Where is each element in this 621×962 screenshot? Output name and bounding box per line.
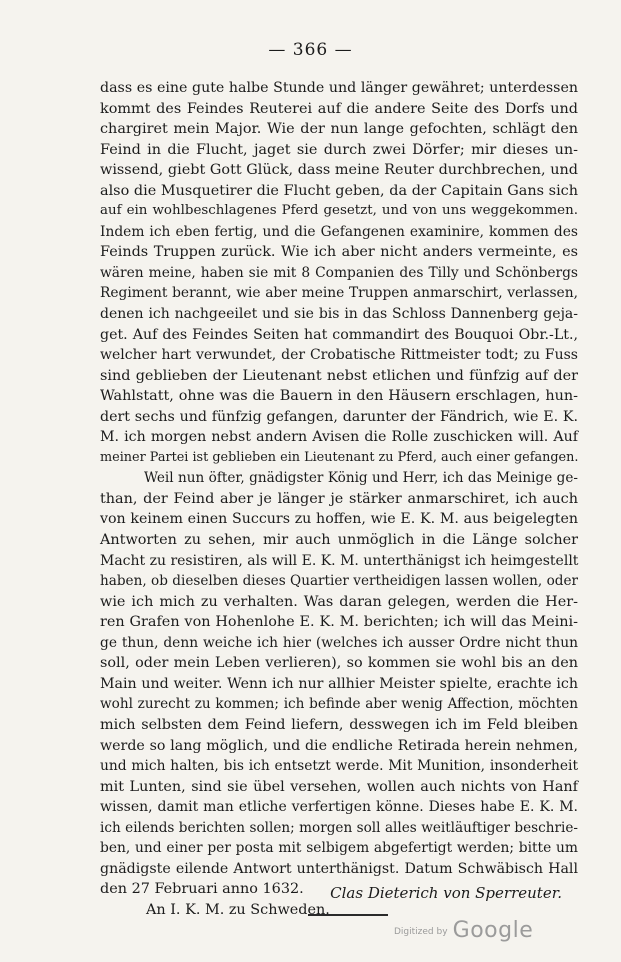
text-line: ge thun, denn weiche ich hier (welches ich ausser Ordre nicht thun <box>100 634 578 651</box>
google-watermark <box>394 918 533 943</box>
text-line: haben, ob dieselben dieses Quartier vertheidigen lassen wollen, oder <box>100 573 578 590</box>
closing-rule <box>308 914 388 916</box>
text-line: Feind in die Flucht, jaget sie durch zwei Dörfer; mir dieses un- <box>100 141 578 158</box>
text-line: kommt des Feindes Reuterei auf die andere Seite des Dorfs und <box>100 100 578 117</box>
text-line: than, der Feind aber je länger je stärker anmarschiret, ich auch <box>100 490 578 507</box>
text-line: mich selbsten dem Feind liefern, desswegen ich im Feld bleiben <box>100 716 578 733</box>
text-line: auf ein wohlbeschlagenes Pferd gesetzt, und von uns weggekommen. <box>100 203 578 219</box>
text-line: wissen, damit man etliche verfertigen könne. Dieses habe E. K. M. <box>100 799 578 816</box>
watermark-prefix: Digitized by <box>394 927 448 937</box>
watermark-brand: Google <box>452 918 534 943</box>
paragraph-start-line: Weil nun öfter, gnädigster König und Herr, ich das Meinige ge- <box>144 470 578 487</box>
text-line: von keinem einen Succurs zu hoffen, wie E. K. M. aus beigelegten <box>100 511 578 528</box>
letter-body <box>100 78 578 920</box>
text-line: wie ich mich zu verhalten. Was daran gelegen, werden die Her- <box>100 593 578 610</box>
text-line: also die Musquetirer die Flucht geben, da der Capitain Gans sich <box>100 182 578 199</box>
text-line: welcher hart verwundet, der Crobatische Rittmeister todt; zu Fuss <box>100 347 578 364</box>
text-line: Wahlstatt, ohne was die Bauern in den Häusern erschlagen, hun- <box>100 388 578 405</box>
text-line: sind geblieben der Lieutenant nebst etlichen und fünfzig auf der <box>100 367 578 384</box>
text-line: meiner Partei ist geblieben ein Lieutenant zu Pferd, auch einer gefangen. <box>100 449 579 465</box>
text-line: gnädigste eilende Antwort unterthänigst. Datum Schwäbisch Hall <box>100 860 578 877</box>
text-line: Regiment berannt, wie aber meine Truppen anmarschirt, verlassen, <box>100 285 578 302</box>
text-line: Antworten zu sehen, mir auch unmöglich in die Länge solcher <box>100 532 578 549</box>
page-number: — 366 — <box>268 40 353 60</box>
text-line: Feinds Truppen zurück. Wie ich aber nicht anders vermeinte, es <box>100 244 578 261</box>
text-line: denen ich nachgeeilet und sie bis in das Schloss Dannenberg geja- <box>100 306 578 323</box>
text-line: M. ich morgen nebst andern Avisen die Rolle zuschicken will. Auf <box>100 429 578 446</box>
text-line: wissend, giebt Gott Glück, dass meine Reuter durchbrechen, und <box>100 162 578 179</box>
text-line: Macht zu resistiren, als will E. K. M. unterthänigst ich heimgestellt <box>100 552 579 569</box>
text-line: Main und weiter. Wenn ich nur allhier Meister spielte, erachte ich <box>100 675 578 692</box>
text-line: werde so lang möglich, und die endliche Retirada herein nehmen, <box>100 737 578 754</box>
text-line: ich eilends berichten sollen; morgen soll alles weitläuftiger beschrie- <box>100 819 578 836</box>
text-line-last: den 27 Februari anno 1632. <box>100 881 304 898</box>
addressee-line: An I. K. M. zu Schweden. <box>146 901 330 918</box>
text-line: get. Auf des Feindes Seiten hat commandirt des Bouquoi Obr.-Lt., <box>100 326 578 343</box>
text-line: und mich halten, bis ich entsetzt werde. Mit Munition, insonderheit <box>100 758 578 775</box>
text-line: wohl zurecht zu kommen; ich befinde aber wenig Affection, möchten <box>100 696 578 713</box>
text-line: ren Grafen von Hohenlohe E. K. M. berichten; ich will das Meini- <box>100 614 578 631</box>
text-line: dert sechs und fünfzig gefangen, darunter der Fändrich, wie E. K. <box>100 408 578 425</box>
text-line: chargiret mein Major. Wie der nun lange gefochten, schlägt den <box>100 121 578 138</box>
text-line: wären meine, haben sie mit 8 Companien des Tilly und Schönbergs <box>100 264 578 281</box>
text-line: ben, und einer per posta mit selbigem abgefertigt werden; bitte um <box>100 840 578 857</box>
text-line: dass es eine gute halbe Stunde und länger gewähret; unterdessen <box>100 80 578 96</box>
text-line: soll, oder mein Leben verlieren), so kommen sie wohl bis an den <box>100 655 578 672</box>
text-line: Indem ich eben fertig, und die Gefangenen examinire, kommen des <box>100 223 578 240</box>
text-line: mit Lunten, sind sie übel versehen, wollen auch nichts von Hanf <box>100 778 578 795</box>
signature: Clas Dieterich von Sperreuter. <box>330 884 562 902</box>
